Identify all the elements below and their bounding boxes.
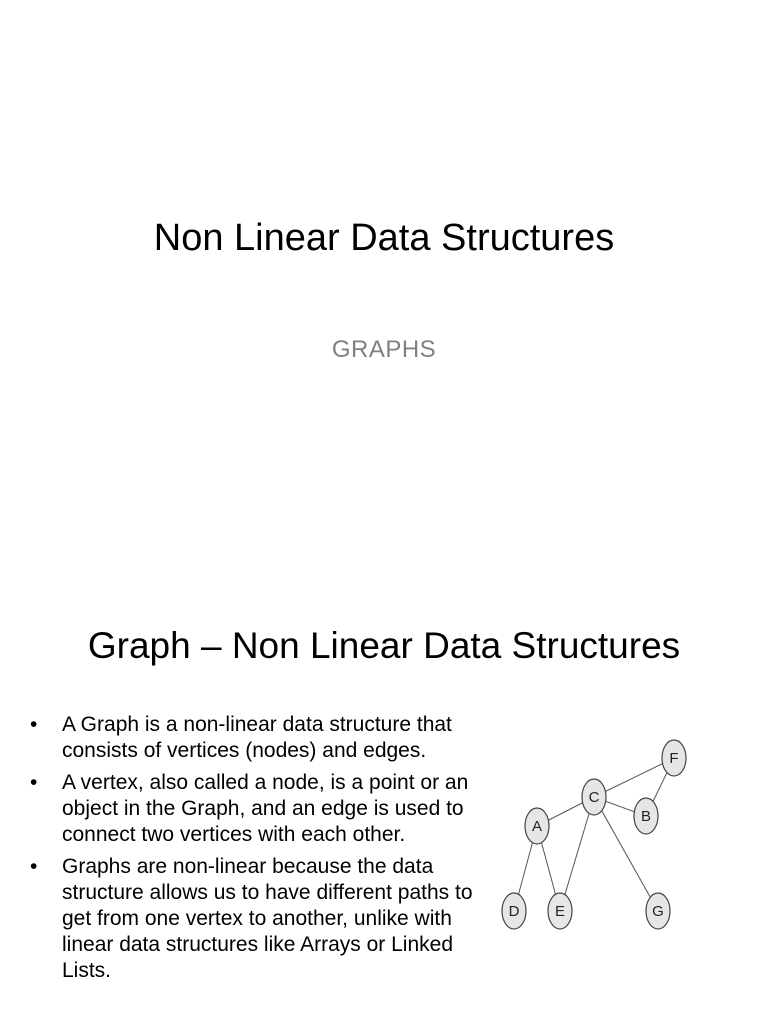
bullet-text: Graphs are non-linear because the data structure allows us to have different paths to get from one vertex to another, unlike with linear data structures like Arrays or Linked Lists. bbox=[62, 855, 473, 982]
graph-node-label: F bbox=[669, 750, 679, 767]
graph-node-label: A bbox=[531, 818, 543, 835]
bullet-symbol: • bbox=[30, 855, 38, 878]
graph-node-b bbox=[634, 798, 658, 834]
graph-node-f bbox=[662, 740, 686, 776]
bullet-text: A vertex, also called a node, is a point or an object in the Graph, and an edge is used to connect two vertices with each other. bbox=[62, 771, 469, 846]
graph-node-label: C bbox=[588, 789, 600, 806]
graph-node-label: B bbox=[640, 808, 652, 825]
bullet-symbol: • bbox=[30, 713, 38, 736]
graph-node-d bbox=[502, 893, 526, 929]
content-slide-title: Graph – Non Linear Data Structures bbox=[87, 625, 681, 666]
bullet-symbol: • bbox=[30, 771, 38, 794]
bullet-text: A Graph is a non-linear data structure that consists of vertices (nodes) and edges. bbox=[62, 713, 452, 762]
graph-diagram bbox=[490, 726, 700, 946]
graph-node-label: G bbox=[652, 903, 664, 920]
graph-edge-c-e bbox=[560, 797, 594, 911]
graph-node-e bbox=[548, 893, 572, 929]
slide-subtitle: GRAPHS bbox=[331, 336, 437, 363]
graph-node-c bbox=[582, 779, 606, 815]
bullet-item bbox=[30, 854, 480, 984]
slide-title: Non Linear Data Structures bbox=[153, 217, 615, 259]
graph-node-label: E bbox=[554, 903, 566, 920]
bullet-item bbox=[30, 712, 480, 764]
graph-node-a bbox=[525, 808, 549, 844]
content-slide bbox=[0, 576, 768, 1024]
bullet-item bbox=[30, 770, 480, 848]
bullet-list bbox=[30, 712, 480, 990]
graph-svg bbox=[490, 726, 700, 946]
graph-node-label: D bbox=[508, 903, 520, 920]
graph-node-g bbox=[646, 893, 670, 929]
